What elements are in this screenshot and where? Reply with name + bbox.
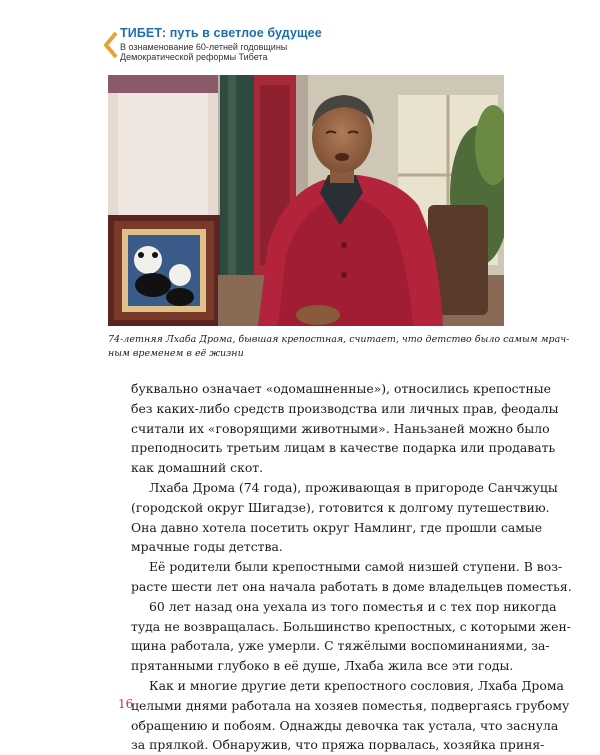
- text-line: прятанными глубоко в её душе, Лхаба жила все эти годы.: [131, 658, 514, 674]
- text-line: 60 лет назад она уехала из того поместья и с тех пор никогда: [149, 598, 557, 614]
- text-line: целыми днями работала на хозяев поместья, подвергаясь грубому: [131, 697, 570, 713]
- text-line: расте шести лет она начала работать в доме владельцев поместья.: [131, 578, 572, 594]
- text-line: обращению и побоям. Однажды девочка так устала, что заснула: [131, 717, 559, 733]
- text-line: Как и многие другие дети крепостного сословия, Лхаба Дрома: [149, 677, 564, 693]
- text-line: за прялкой. Обнаружив, что пряжа порвалась, хозяйка приня-: [131, 737, 545, 753]
- book-subtitle-line1: В ознаменование 60-летней годовщины: [120, 42, 288, 52]
- photo-elderly-woman-icon: [108, 75, 504, 326]
- text-line: считали их «говорящими животными». Наньзаней можно было: [131, 420, 550, 436]
- text-line: буквально означает «одомашненные»), относились крепостные: [131, 381, 551, 396]
- photo: [108, 75, 504, 326]
- page-number: 16: [118, 697, 134, 711]
- text-line: Лхаба Дрома (74 года), проживающая в пригороде Санчжуцы: [149, 479, 558, 495]
- caption-line: ным временем в её жизни: [108, 348, 244, 359]
- text-line: преподносить третьим лицам в качестве подарка или продавать: [131, 440, 556, 456]
- text-line: щина работала, уже умерли. С тяжёлыми воспоминаниями, за-: [131, 638, 550, 654]
- text-line: как домашний скот.: [131, 460, 264, 476]
- book-title: ТИБЕТ: путь в светлое будущее: [120, 26, 322, 40]
- body-text: [131, 379, 572, 755]
- text-line: мрачные годы детства.: [131, 539, 283, 555]
- running-header: [102, 24, 402, 68]
- caption-line: 74-летняя Лхаба Дрома, бывшая крепостная, считает, что детство было самым мрач-: [108, 334, 570, 345]
- text-line: (городской округ Шигадзе), готовится к долгому путешествию.: [131, 499, 550, 515]
- text-line: туда не возвращалась. Большинство крепостных, с которыми жен-: [131, 618, 571, 634]
- text-line: без каких-либо средств производства или личных прав, феодалы: [131, 400, 559, 416]
- photo-caption: [108, 333, 570, 361]
- book-subtitle-line2: Демократической реформы Тибета: [120, 52, 268, 62]
- text-line: Её родители были крепостными самой низшей ступени. В воз-: [149, 559, 563, 575]
- text-line: Она давно хотела посетить округ Намлинг, где прошли самые: [131, 519, 543, 535]
